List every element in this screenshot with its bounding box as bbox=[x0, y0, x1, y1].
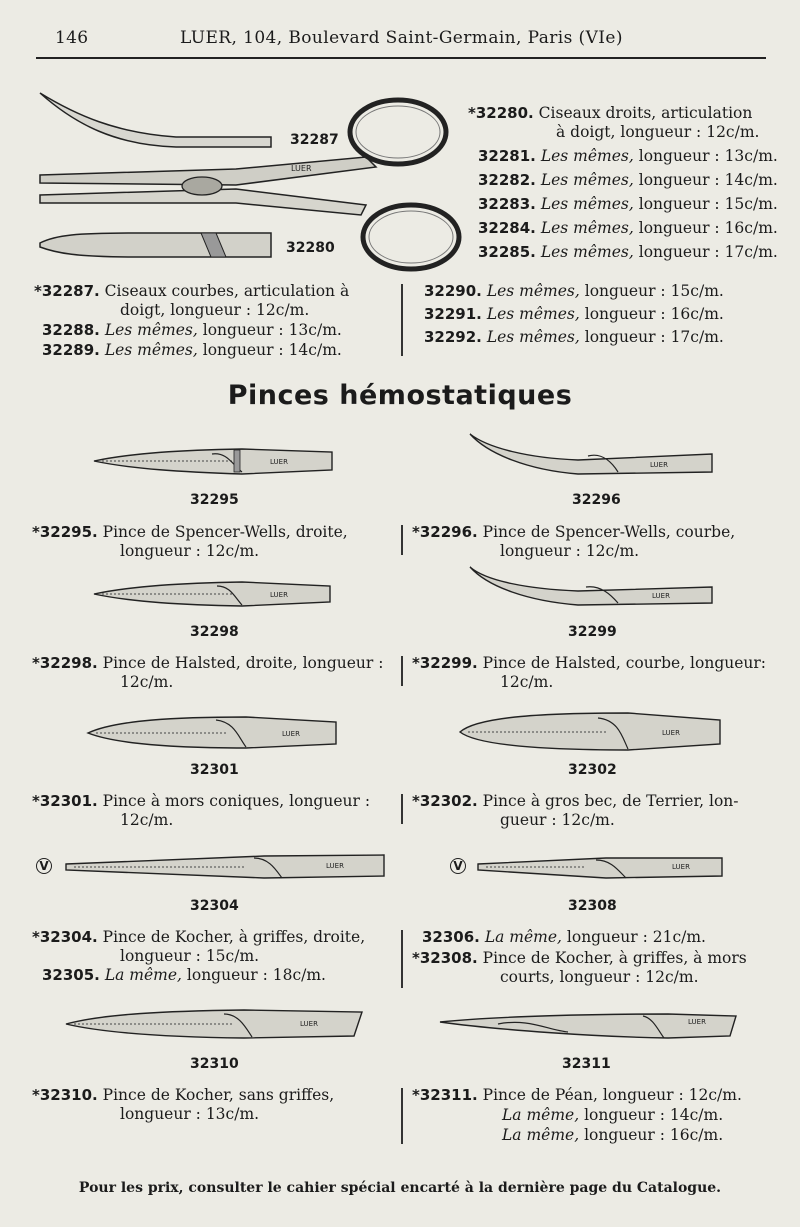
forceps-32299-illustration bbox=[468, 563, 714, 611]
forceps-32295-illustration bbox=[92, 444, 334, 478]
entry-32283: 32283. Les mêmes, longueur : 15c/m. bbox=[478, 195, 778, 213]
figure-label-32308: 32308 bbox=[568, 898, 617, 914]
entry-32301: *32301. Pince à mors coniques, longueur : 12c/m. bbox=[32, 792, 371, 829]
entry-32280: *32280. Ciseaux droits, articulation à doigt, longueur : 12c/m. bbox=[468, 104, 760, 141]
figure-label-32301: 32301 bbox=[190, 762, 239, 778]
figure-label-32304: 32304 bbox=[190, 898, 239, 914]
entry-32304: *32304. Pince de Kocher, à griffes, droite, longueur : 15c/m. bbox=[32, 928, 366, 965]
forceps-32311-illustration bbox=[438, 1010, 738, 1042]
kocher-mark-left: V bbox=[36, 858, 52, 874]
figure-label-32299: 32299 bbox=[568, 624, 617, 640]
entry-32284: 32284. Les mêmes, longueur : 16c/m. bbox=[478, 219, 778, 237]
figure-label-32310: 32310 bbox=[190, 1056, 239, 1072]
entry-32296: *32296. Pince de Spencer-Wells, courbe, longueur : 12c/m. bbox=[412, 523, 736, 560]
svg-text:LUER: LUER bbox=[270, 591, 288, 599]
forceps-32298-illustration bbox=[92, 578, 332, 610]
entry-32282: 32282. Les mêmes, longueur : 14c/m. bbox=[478, 171, 778, 189]
figure-label-32302: 32302 bbox=[568, 762, 617, 778]
entry-32290: 32290. Les mêmes, longueur : 15c/m. bbox=[424, 282, 724, 300]
section-title: Pinces hémostatiques bbox=[227, 380, 573, 411]
entry-32287: *32287. Ciseaux courbes, articulation à doigt, longueur : 12c/m. bbox=[34, 282, 350, 319]
entry-32308: *32308. Pince de Kocher, à griffes, à mors courts, longueur : 12c/m. bbox=[412, 949, 747, 986]
svg-text:LUER: LUER bbox=[270, 458, 288, 466]
footer-note: Pour les prix, consulter le cahier spécial encarté à la dernière page du Catalogue. bbox=[78, 1180, 722, 1196]
figure-label-32298: 32298 bbox=[190, 624, 239, 640]
entry-32310: *32310. Pince de Kocher, sans griffes, longueur : 13c/m. bbox=[32, 1086, 335, 1123]
entry-32305: 32305. La même, longueur : 18c/m. bbox=[42, 966, 326, 984]
forceps-32310-illustration bbox=[64, 1006, 364, 1042]
svg-text:LUER: LUER bbox=[326, 862, 344, 870]
forceps-32308-illustration bbox=[476, 852, 724, 882]
page-number: 146 bbox=[55, 28, 89, 48]
entry-32289: 32289. Les mêmes, longueur : 14c/m. bbox=[42, 341, 342, 359]
scissors-brand: LUER bbox=[291, 164, 312, 173]
figure-label-32287: 32287 bbox=[290, 132, 339, 148]
entry-32306: 32306. La même, longueur : 21c/m. bbox=[422, 928, 706, 946]
entry-32295: *32295. Pince de Spencer-Wells, droite, longueur : 12c/m. bbox=[32, 523, 348, 560]
forceps-32296-illustration bbox=[468, 430, 714, 480]
entry-32281: 32281. Les mêmes, longueur : 13c/m. bbox=[478, 147, 778, 165]
svg-text:LUER: LUER bbox=[300, 1020, 318, 1028]
figure-label-32296: 32296 bbox=[572, 492, 621, 508]
scissors-illustration bbox=[36, 85, 466, 275]
forceps-32304-illustration bbox=[64, 850, 386, 882]
page-header-title: LUER, 104, Boulevard Saint-Germain, Paris (VIe) bbox=[180, 28, 623, 48]
forceps-32302-illustration bbox=[458, 710, 722, 754]
column-divider bbox=[401, 284, 403, 356]
svg-text:LUER: LUER bbox=[662, 729, 680, 737]
figure-label-32295: 32295 bbox=[190, 492, 239, 508]
entry-32299: *32299. Pince de Halsted, courbe, longueur: 12c/m. bbox=[412, 654, 767, 691]
entry-32311-variant-14: La même, longueur : 14c/m. bbox=[502, 1106, 724, 1124]
entry-32311-variant-16: La même, longueur : 16c/m. bbox=[502, 1126, 724, 1144]
entry-32302: *32302. Pince à gros bec, de Terrier, lon- gueur : 12c/m. bbox=[412, 792, 739, 829]
entry-32291: 32291. Les mêmes, longueur : 16c/m. bbox=[424, 305, 724, 323]
kocher-mark-right: V bbox=[450, 858, 466, 874]
forceps-32301-illustration bbox=[86, 714, 338, 752]
svg-text:LUER: LUER bbox=[282, 730, 300, 738]
entry-32292: 32292. Les mêmes, longueur : 17c/m. bbox=[424, 328, 724, 346]
figure-label-32311: 32311 bbox=[562, 1056, 611, 1072]
entry-32298: *32298. Pince de Halsted, droite, longueur : 12c/m. bbox=[32, 654, 384, 691]
entry-32285: 32285. Les mêmes, longueur : 17c/m. bbox=[478, 243, 778, 261]
entry-32311: *32311. Pince de Péan, longueur : 12c/m. bbox=[412, 1086, 742, 1104]
svg-text:LUER: LUER bbox=[650, 461, 668, 469]
header-rule bbox=[36, 57, 766, 59]
figure-label-32280: 32280 bbox=[286, 240, 335, 256]
svg-text:LUER: LUER bbox=[688, 1018, 706, 1026]
svg-text:LUER: LUER bbox=[672, 863, 690, 871]
svg-text:LUER: LUER bbox=[652, 592, 670, 600]
entry-32288: 32288. Les mêmes, longueur : 13c/m. bbox=[42, 321, 342, 339]
